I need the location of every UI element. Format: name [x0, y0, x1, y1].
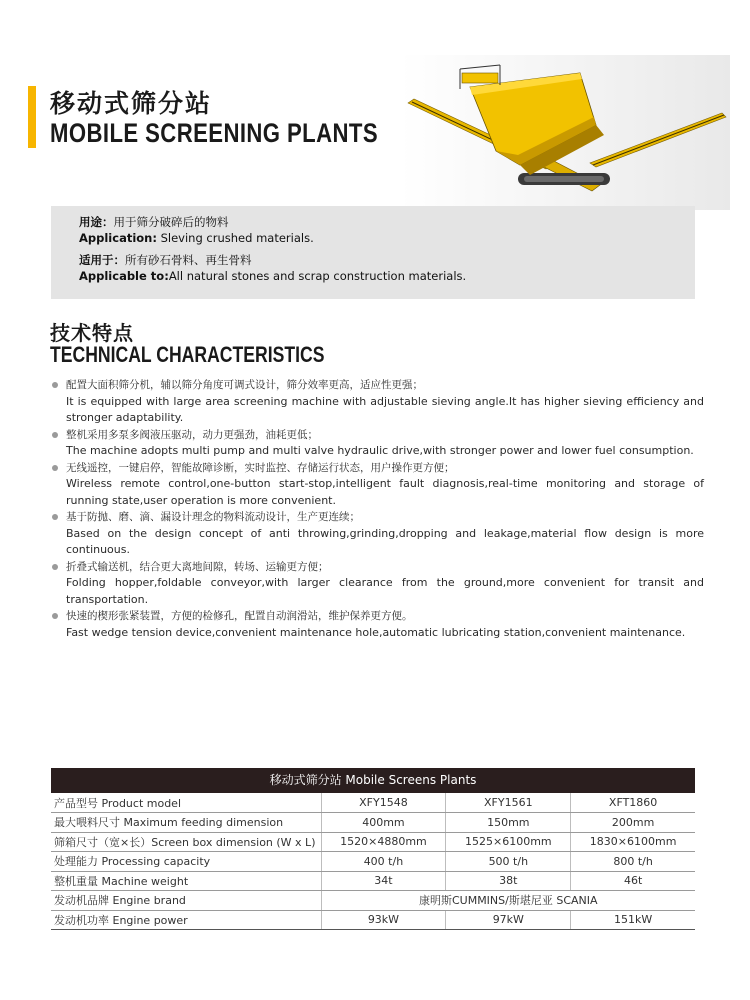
cell-value: XFY1548: [321, 793, 446, 813]
bullet-icon: [52, 432, 58, 438]
feature-en: The machine adopts multi pump and multi valve hydraulic drive,with stronger power and lower fuel consumption.: [66, 444, 694, 457]
feature-item: [52, 460, 704, 510]
feature-cn: 折叠式输送机，结合更大离地间隙，转场、运输更方便；: [66, 560, 329, 573]
usage-label-en: Application:: [79, 231, 157, 245]
section-title-cn: 技术特点: [50, 321, 134, 345]
row-label: 产品型号 Product model: [51, 793, 321, 813]
cell-value: XFT1860: [571, 793, 695, 813]
table-row: [51, 813, 695, 833]
table-row: [51, 871, 695, 891]
applicable-cn: 所有砂石骨料、再生骨料: [125, 253, 252, 267]
table-row: [51, 891, 695, 911]
feature-list: [52, 377, 704, 641]
feature-item: [52, 377, 704, 427]
cell-value: 1520×4880mm: [321, 832, 446, 852]
feature-cn: 配置大面积筛分机，辅以筛分角度可调式设计，筛分效率更高，适应性更强；: [66, 379, 423, 391]
feature-en: Folding hopper,foldable conveyor,with larger clearance from the ground,more convenient for transit and transportation.: [66, 576, 704, 606]
row-label: 发动机功率 Engine power: [51, 910, 321, 930]
feature-item: [52, 509, 704, 559]
cell-value: 151kW: [571, 910, 695, 930]
cell-value-merged: 康明斯CUMMINS/斯堪尼亚 SCANIA: [321, 891, 695, 911]
cell-value: 93kW: [321, 910, 446, 930]
applicable-en: All natural stones and scrap construction materials.: [168, 269, 467, 283]
mobile-screening-plant-image: [400, 55, 730, 210]
feature-en: Fast wedge tension device,convenient maintenance hole,automatic lubricating station,convenient maintenance.: [66, 625, 686, 639]
cell-value: 400 t/h: [321, 852, 446, 872]
feature-en: It is equipped with large area screening machine with adjustable sieving angle.It has higher sieving efficiency and stronger adaptability.: [66, 394, 704, 424]
cell-value: 97kW: [446, 910, 571, 930]
row-label: 整机重量 Machine weight: [51, 871, 321, 891]
row-label: 处理能力 Processing capacity: [51, 852, 321, 872]
feature-cn: 快速的楔形张紧装置，方便的检修孔，配置自动润滑站，维护保养更方便。: [66, 610, 413, 622]
cell-value: 34t: [321, 871, 446, 891]
bullet-icon: [52, 564, 58, 570]
row-label: 最大喂料尺寸 Maximum feeding dimension: [51, 813, 321, 833]
feature-cn: 基于防抛、磨、滴、漏设计理念的物料流动设计，生产更连续；: [66, 511, 360, 523]
section-title-en: TECHNICAL CHARACTERISTICS: [50, 342, 325, 367]
cell-value: 38t: [446, 871, 571, 891]
cell-value: 1525×6100mm: [446, 832, 571, 852]
cell-value: 46t: [571, 871, 695, 891]
bullet-icon: [52, 382, 58, 388]
usage-cn: 用于筛分破碎后的物料: [113, 215, 229, 229]
table-row: [51, 832, 695, 852]
feature-en: Based on the design concept of anti throwing,grinding,dropping and leakage,material flow design is more continuous.: [66, 526, 704, 556]
cell-value: 200mm: [571, 813, 695, 833]
spec-table: [51, 768, 695, 930]
page-title-en: MOBILE SCREENING PLANTS: [50, 118, 379, 148]
usage-label-cn: 用途：: [79, 215, 114, 229]
cell-value: 500 t/h: [446, 852, 571, 872]
spec-table-title: 移动式筛分站 Mobile Screens Plants: [51, 768, 695, 793]
cell-value: XFY1561: [446, 793, 571, 813]
cell-value: 1830×6100mm: [571, 832, 695, 852]
bullet-icon: [52, 514, 58, 520]
feature-cn: 整机采用多泵多阀液压驱动，动力更强劲，油耗更低；: [66, 428, 318, 441]
cell-value: 800 t/h: [571, 852, 695, 872]
bullet-icon: [52, 613, 58, 619]
bullet-icon: [52, 465, 58, 471]
cell-value: 150mm: [446, 813, 571, 833]
applicable-label-cn: 适用于：: [79, 253, 125, 267]
feature-cn: 无线遥控，一键启停，智能故障诊断，实时监控、存储运行状态，用户操作更方便；: [66, 461, 455, 474]
feature-item: [52, 427, 704, 460]
feature-en: Wireless remote control,one-button start-stop,intelligent fault diagnosis,real-time monitoring and storage of running state,user operation is more convenient.: [66, 477, 704, 507]
usage-en: Sleving crushed materials.: [156, 231, 314, 245]
table-row: [51, 910, 695, 930]
table-row: [51, 852, 695, 872]
row-label: 筛箱尺寸（宽×长）Screen box dimension (W x L): [51, 832, 321, 852]
application-info-box: [51, 206, 695, 299]
feature-item: [52, 608, 704, 641]
row-label: 发动机品牌 Engine brand: [51, 891, 321, 911]
applicable-label-en: Applicable to:: [79, 269, 169, 283]
page-title-cn: 移动式筛分站: [50, 89, 213, 118]
table-row: [51, 793, 695, 813]
feature-item: [52, 559, 704, 609]
title-accent-bar: [28, 86, 36, 148]
cell-value: 400mm: [321, 813, 446, 833]
